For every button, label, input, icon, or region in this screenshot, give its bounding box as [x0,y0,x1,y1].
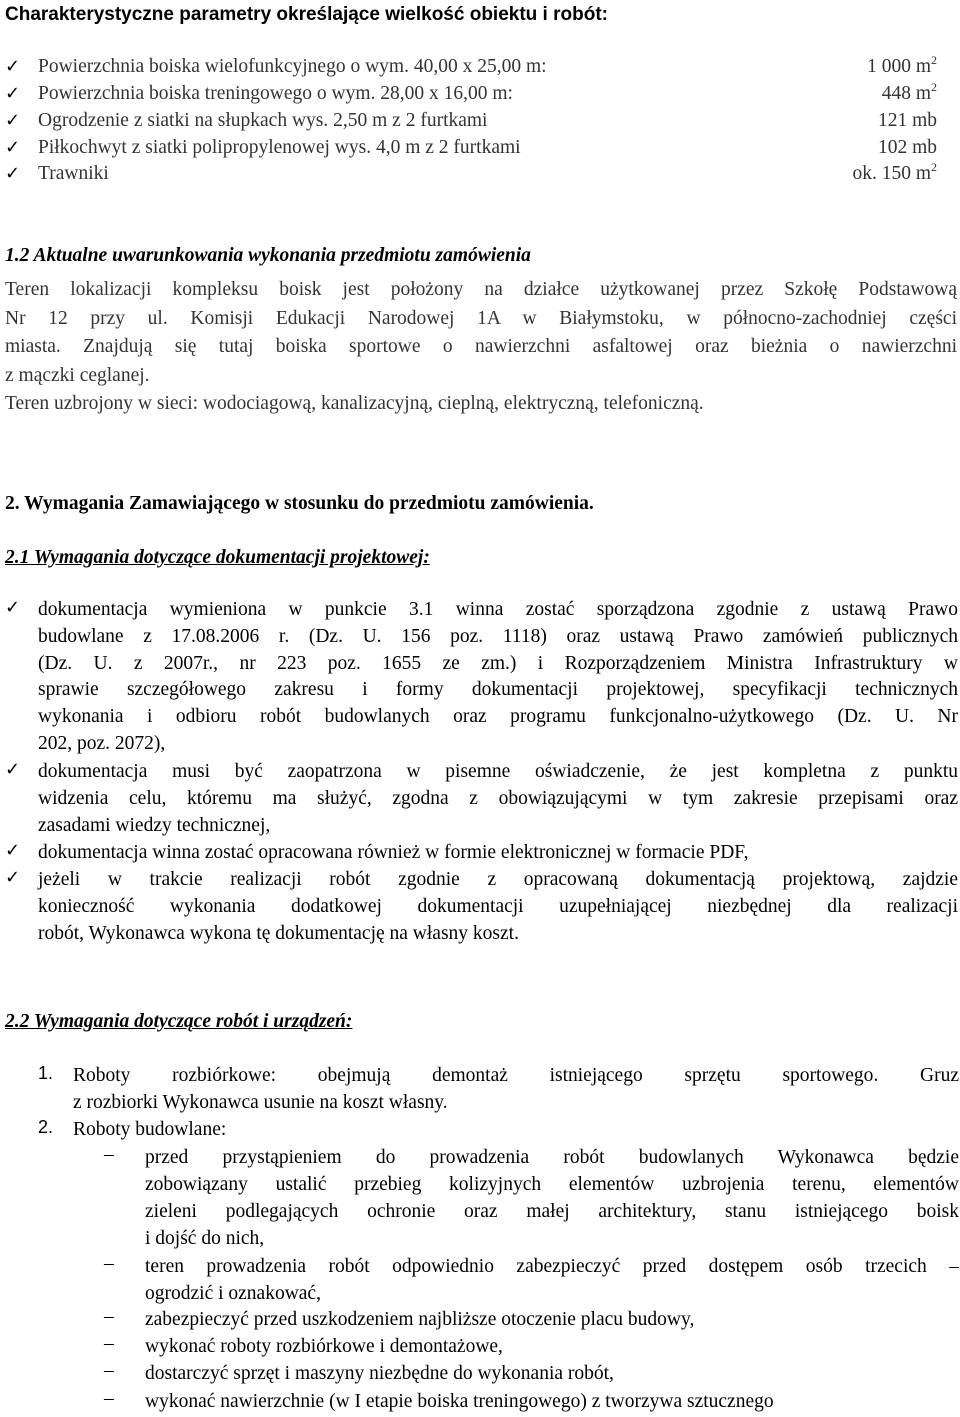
section-2-2-title: 2.2 Wymagania dotyczące robót i urządzeń: [5,1011,353,1032]
section-1-2-paragraph [5,276,957,419]
parameter-row [0,160,960,189]
item-number: 2. [38,1117,54,1137]
requirement-line: 202, poz. 2072), [38,732,166,754]
dash-item-line: i dojść do nich, [145,1228,265,1249]
parameter-value [852,160,937,185]
requirement-line: (Dz. U. z 2007r., nr 223 poz. 1655 ze zm.) i Rozporządzeniem Ministra Infrastruktury w [38,652,958,674]
parameter-value-text: 448 m [881,83,931,104]
dash-bullet-icon: – [104,1306,114,1327]
requirement-text [38,597,958,758]
dash-item-text [145,1253,959,1307]
paragraph-line: Nr 12 przy ul. Komisji Edukacji Narodowej 1A w Białymstoku, w północno-zachodniej części [5,307,957,329]
requirement-text [38,759,958,839]
requirement-line: sprawie szczegółowego zakresu i formy dokumentacji projektowej, specyfikacji technicznych [38,679,958,701]
parameter-value-exponent: 2 [931,80,937,94]
dash-item-line: zobowiązany ustalić przebieg kolizyjnych elementów uzbrojenia terenu, elementów [145,1174,959,1195]
dash-item-text [145,1306,959,1333]
dash-item-line: ogrodzić i oznakować, [145,1283,321,1304]
numbered-item-text [73,1117,959,1144]
paragraph-line: miasta. Znajdują się tutaj boiska sportowe o nawierzchni asfaltowej oraz bieżnia o nawierzchni [5,336,957,358]
section-2-1-title: 2.1 Wymagania dotyczące dokumentacji projektowej: [5,547,430,568]
numbered-item-line: Roboty budowlane: [73,1119,227,1140]
parameter-label: Powierzchnia boiska wielofunkcyjnego o wym. 40,00 x 25,00 m: [38,56,547,77]
parameter-value [878,137,937,159]
checkmark-icon: ✓ [5,163,21,184]
dash-item-line: teren prowadzenia robót odpowiednio zabezpieczyć przed dostępem osób trzecich – [145,1256,959,1277]
dash-item-text [145,1144,959,1252]
requirement-line: widzenia celu, któremu ma służyć, zgodna z obowiązującymi w tym zakresie przepisami oraz [38,787,958,809]
dash-item-text [145,1360,959,1387]
parameter-row [0,80,960,109]
dash-item-text [145,1388,959,1415]
dash-item-line: dostarczyć sprzęt i maszyny niezbędne do wykonania robót, [145,1363,614,1384]
requirement-line: dokumentacja wymieniona w punkcie 3.1 winna zostać sporządzona zgodnie z ustawą Prawo [38,599,958,620]
parameter-label: Piłkochwyt z siatki polipropylenowej wys. 4,0 m z 2 furtkami [38,137,521,158]
parameter-row [0,53,960,82]
parameter-value-exponent: 2 [931,53,937,67]
section-1-2-title: 1.2 Aktualne uwarunkowania wykonania przedmiotu zamówienia [5,245,531,266]
requirement-line: konieczność wykonania dodatkowej dokumentacji uzupełniającej niezbędnej dla realizacji [38,895,958,917]
checkmark-icon: ✓ [5,840,21,861]
dash-item-line: zabezpieczyć przed uszkodzeniem najbliższe otoczenie placu budowy, [145,1309,695,1330]
requirement-line: jeżeli w trakcie realizacji robót zgodnie z opracowaną dokumentacją projektową, zajdzie [38,869,958,890]
dash-bullet-icon: – [104,1253,114,1274]
dash-item-text [145,1333,959,1360]
parameter-value-text: 1 000 m [867,56,931,77]
requirement-line: dokumentacja winna zostać opracowana również w formie elektronicznej w formacie PDF, [38,842,749,863]
requirement-line: dokumentacja musi być zaopatrzona w pisemne oświadczenie, że jest kompletna z punktu [38,761,958,782]
dash-bullet-icon: – [104,1333,114,1354]
item-number: 1. [38,1063,54,1083]
parameter-row [0,137,960,163]
dash-bullet-icon: – [104,1388,114,1409]
checkmark-icon: ✓ [5,56,21,77]
parameter-label: Trawniki [38,163,109,184]
checkmark-icon: ✓ [5,110,21,131]
requirement-line: wykonania i odbioru robót budowlanych oraz programu funkcjonalno-użytkowego (Dz. U. Nr [38,706,958,728]
requirement-line: robót, Wykonawca wykona tę dokumentację na własny koszt. [38,922,519,944]
numbered-item-line: Roboty rozbiórkowe: obejmują demontaż istniejącego sprzętu sportowego. Gruz [73,1065,959,1086]
requirement-text [38,867,958,947]
parameter-value [881,80,937,105]
parameter-value-text: 102 mb [877,137,937,158]
requirement-text [38,840,958,867]
parameter-value [878,110,937,132]
numbered-item-text [73,1063,959,1116]
parameters-heading: Charakterystyczne parametry określające wielkość obiektu i robót: [5,4,608,25]
parameter-value-exponent: 2 [931,160,937,174]
requirement-line: zasadami wiedzy technicznej, [38,814,271,836]
numbered-item-line: z rozbiorki Wykonawca usunie na koszt własny. [73,1091,448,1113]
section-2-title: 2. Wymagania Zamawiającego w stosunku do przedmiotu zamówienia. [5,493,594,514]
parameter-label: Ogrodzenie z siatki na słupkach wys. 2,50 m z 2 furtkami [38,110,488,131]
paragraph-line: Teren uzbrojony w sieci: wodociagową, kanalizacyjną, cieplną, elektryczną, telefoniczną. [5,393,704,415]
parameter-value [867,53,937,78]
dash-item-line: wykonać roboty rozbiórkowe i demontażowe, [145,1336,503,1357]
checkmark-icon: ✓ [5,759,21,780]
requirement-line: budowlane z 17.08.2006 r. (Dz. U. 156 poz. 1118) oraz ustawą Prawo zamówień publicznych [38,625,958,647]
checkmark-icon: ✓ [5,137,21,158]
paragraph-line: z mączki ceglanej. [5,364,150,386]
parameter-value-text: ok. 150 m [852,163,931,184]
dash-item-line: zieleni podlegających ochronie oraz małej architektury, stanu istniejącego boisk [145,1201,959,1222]
checkmark-icon: ✓ [5,83,21,104]
dash-item-line: wykonać nawierzchnie (w I etapie boiska treningowego) z tworzywa sztucznego [145,1391,774,1412]
parameter-row [0,110,960,136]
checkmark-icon: ✓ [5,597,21,618]
parameter-value-text: 121 mb [877,110,937,131]
dash-item-line: przed przystąpieniem do prowadzenia robót budowlanych Wykonawca będzie [145,1147,959,1168]
parameter-label: Powierzchnia boiska treningowego o wym. 28,00 x 16,00 m: [38,83,513,104]
dash-bullet-icon: – [104,1144,114,1165]
checkmark-icon: ✓ [5,867,21,888]
dash-bullet-icon: – [104,1360,114,1381]
paragraph-line: Teren lokalizacji kompleksu boisk jest położony na działce użytkowanej przez Szkołę Podstawową [5,279,957,300]
